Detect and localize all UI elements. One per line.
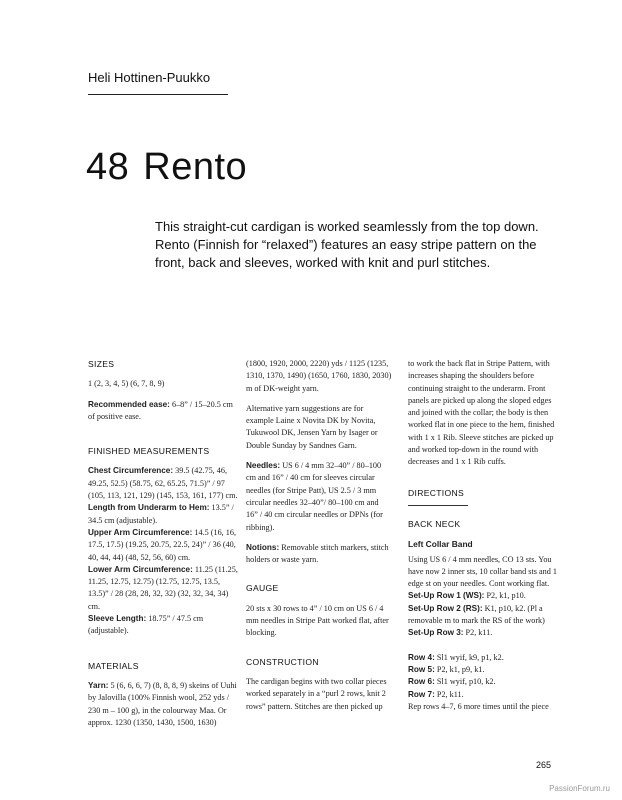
upper-arm-paragraph	[88, 527, 238, 564]
setup-row-2-text: K1, p10, k2. (Pl a removable m to mark the RS of the work)	[408, 603, 545, 626]
row-7	[408, 689, 558, 701]
chest-label: Chest Circumference:	[88, 466, 174, 476]
yarn-text: 5 (6, 6, 6, 7) (8, 8, 8, 9) skeins of Uuhi by Jalovilla (100% Finnish wool, 252 yds / 230 m – 100 g), in the colourway Maa. Or approx. 1230 (1350, 1430, 1500, 1630)	[88, 680, 237, 727]
repeat-instruction: Rep rows 4–7, 6 more times until the piece	[408, 701, 549, 711]
sizes-text: 1 (2, 3, 4, 5) (6, 7, 8, 9)	[88, 379, 165, 389]
row-7-text: P2, k11.	[434, 689, 464, 699]
alternative-yarn-paragraph: Alternative yarn suggestions are for example Laine x Novita DK by Novita, Tukuwool DK, Jensen Yarn by Isager or Double Sunday by Sandnes Garn.	[246, 403, 378, 450]
row-7-label: Row 7:	[408, 689, 435, 699]
row-4-label: Row 4:	[408, 652, 435, 662]
length-label: Length from Underarm to Hem:	[88, 503, 210, 513]
row-6	[408, 676, 558, 688]
row-4-text: Sl1 wyif, k9, p1, k2.	[434, 652, 504, 662]
left-collar-text: Using US 6 / 4 mm needles, CO 13 sts. You have now 2 inner sts, 10 collar band sts and 1 edge st on your needles. Cont working flat.	[408, 554, 557, 589]
lower-arm-label: Lower Arm Circumference:	[88, 564, 193, 574]
gauge-text: 20 sts x 30 rows to 4” / 10 cm on US 6 / 4 mm needles in Stripe Patt worked flat, after blocking.	[246, 603, 389, 638]
sleeve-length-text: 18.75” / 47.5 cm (adjustable).	[88, 614, 204, 636]
page-number: 265	[536, 760, 552, 770]
row-6-text: Sl1 wyif, p10, k2.	[434, 677, 496, 687]
length-paragraph	[88, 502, 238, 527]
back-neck-heading: BACK NECK	[408, 518, 461, 529]
length-text: 13.5” / 34.5 cm (adjustable).	[88, 503, 234, 525]
construction-text: The cardigan begins with two collar pieces worked separately in a “purl 2 rows, knit 2 rows” pattern. Stitches are then picked up	[246, 676, 387, 711]
needles-paragraph	[246, 460, 392, 534]
setup-row-3-text: P2, k11.	[463, 628, 493, 638]
ease-text: 6–8” / 15–20.5 cm of positive ease.	[88, 399, 233, 421]
notions-text: Removable stitch markers, stitch holders or waste yarn.	[246, 542, 389, 565]
chest-paragraph	[88, 465, 238, 502]
watermark: PassionForum.ru	[549, 784, 610, 793]
gauge-heading: GAUGE	[246, 583, 279, 594]
finished-measurements-heading: FINISHED MEASUREMENTS	[88, 446, 210, 457]
row-6-label: Row 6:	[408, 677, 435, 687]
lower-arm-text: 11.25 (11.25, 11.25, 12.75, 12.75) (12.75, 12.75, 13.5, 13.5)” / 28 (28, 28, 32, 32) (32, 32, 34, 34) cm.	[88, 564, 238, 611]
notions-label: Notions:	[246, 542, 280, 552]
materials-heading: MATERIALS	[88, 660, 139, 671]
upper-arm-label: Upper Arm Circumference:	[88, 527, 193, 537]
directions-heading: DIRECTIONS	[408, 487, 464, 498]
author-divider	[88, 94, 228, 95]
pattern-title	[86, 146, 247, 189]
setup-row-1-text: P2, k1, p10.	[484, 591, 526, 601]
intro-paragraph: This straight-cut cardigan is worked seamlessly from the top down. Rento (Finnish for “relaxed”) features an easy stripe pattern on the front, back and sleeves, worked with knit and purl stitches.	[155, 219, 539, 270]
row-5-text: P2, k1, p9, k1.	[434, 664, 485, 674]
ease-paragraph	[88, 399, 238, 424]
row-5-label: Row 5:	[408, 664, 435, 674]
upper-arm-text: 14.5 (16, 16, 17.5, 17.5) (19.25, 20.75, 22.5, 24)” / 36 (40, 40, 44, 44) (48, 52, 56, 60) cm.	[88, 527, 237, 562]
column-1	[88, 358, 238, 729]
setup-row-3-label: Set-Up Row 3:	[408, 628, 464, 638]
pattern-name: Rento	[143, 146, 248, 188]
chest-text: 39.5 (42.75, 46, 49.25, 52.5) (58.75, 62, 65.25, 71.5)” / 97 (105, 113, 121, 129) (145, 153, 161, 177) cm.	[88, 466, 238, 501]
yarn-label: Yarn:	[88, 680, 109, 690]
construction-heading: CONSTRUCTION	[246, 656, 319, 667]
directions-divider	[408, 505, 468, 506]
row-4	[408, 652, 558, 664]
setup-row-1	[408, 590, 558, 602]
left-collar-heading: Left Collar Band	[408, 539, 473, 550]
setup-row-2	[408, 603, 558, 628]
ease-label: Recommended ease:	[88, 399, 170, 409]
setup-row-1-label: Set-Up Row 1 (WS):	[408, 591, 485, 601]
sleeve-length-label: Sleeve Length:	[88, 614, 147, 624]
setup-row-3	[408, 627, 558, 639]
sizes-heading: SIZES	[88, 359, 115, 369]
yarn-paragraph	[88, 680, 238, 729]
column-2	[246, 358, 392, 713]
yarn-continued: (1800, 1920, 2000, 2220) yds / 1125 (1235, 1310, 1370, 1490) (1650, 1760, 1830, 2030) m of DK-weight yarn.	[246, 359, 392, 393]
lower-arm-paragraph	[88, 564, 238, 613]
needles-label: Needles:	[246, 461, 281, 471]
row-5	[408, 664, 558, 676]
pattern-number: 48	[86, 146, 130, 188]
column-3	[408, 358, 558, 713]
construction-continued: to work the back flat in Stripe Pattern, with increases shaping the shoulders before continuing straight to the underarm. Front panels are picked up along the sloped edges and joined with the collar; the body is then worked flat in one piece to the hem, finished with 1 x 1 Rib. Sleeve stitches are picked up and worked top-down in the round with decreases and 1 x 1 Rib cuffs.	[408, 359, 555, 467]
author-name: Heli Hottinen-Puukko	[88, 70, 211, 85]
needles-text: US 6 / 4 mm 32–40” / 80–100 cm and 16” / 40 cm for sleeves circular needles (for Stripe Patt), US 2.5 / 3 mm circular needles 32–40”/ 80–100 cm and 16” / 40 cm circular needles or DPNs (for ribbing).	[246, 461, 383, 532]
setup-row-2-label: Set-Up Row 2 (RS):	[408, 603, 483, 613]
notions-paragraph	[246, 542, 392, 567]
sleeve-length-paragraph	[88, 613, 238, 638]
